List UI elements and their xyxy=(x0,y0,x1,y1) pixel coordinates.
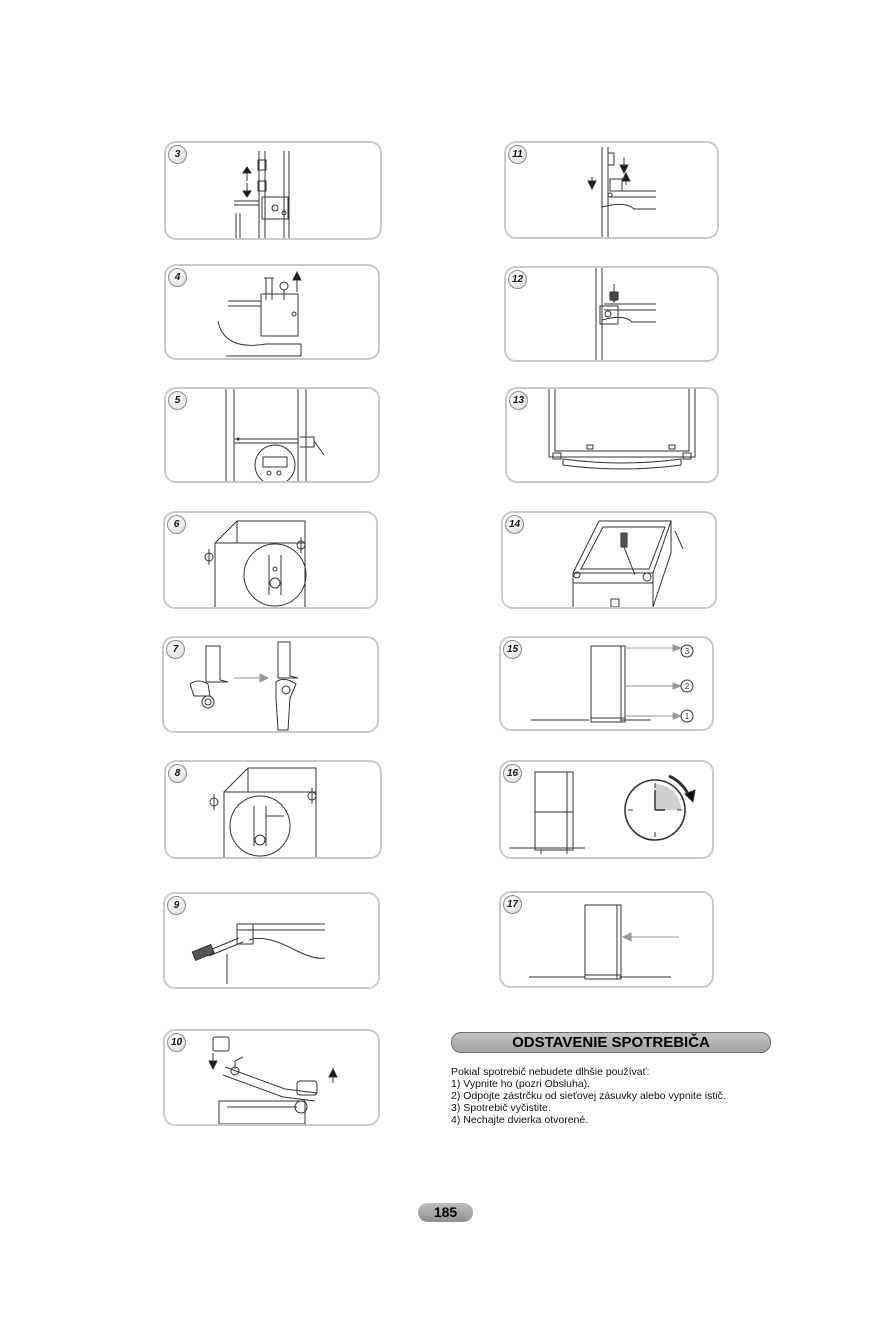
step-number-badge: 5 xyxy=(168,391,187,410)
step-15-panel xyxy=(499,636,714,731)
hinge-screw-illustration xyxy=(166,266,378,358)
step-number-badge: 12 xyxy=(508,270,527,289)
instruction-item: 4) Nechajte dvierka otvorené. xyxy=(451,1114,589,1126)
step-number-badge: 6 xyxy=(167,515,186,534)
step-number-badge: 9 xyxy=(167,896,186,915)
door-top-screwdriver-illustration xyxy=(503,513,715,607)
step-8-panel xyxy=(164,760,382,859)
door-frame-illustration xyxy=(507,389,717,481)
cabinet-hinge-cover-illustration xyxy=(166,389,378,481)
step-number-badge: 14 xyxy=(505,515,524,534)
step-7-panel xyxy=(162,636,379,733)
step-number-badge: 4 xyxy=(168,268,187,287)
hinge-transfer-illustration xyxy=(506,143,717,237)
step-number-badge: 11 xyxy=(508,145,527,164)
step-12-panel xyxy=(504,266,719,362)
screwdriver-hinge-illustration xyxy=(165,894,378,987)
step-16-panel xyxy=(499,760,714,859)
step-5-panel xyxy=(164,387,380,483)
step-11-panel xyxy=(504,141,719,239)
step-number-badge: 3 xyxy=(168,145,187,164)
step-14-panel xyxy=(501,511,717,609)
door-alignment-illustration xyxy=(501,638,712,729)
instructions-intro: Pokiaľ spotrebič nebudete dlhšie používať: xyxy=(451,1066,650,1078)
step-4-panel xyxy=(164,264,380,360)
step-number-badge: 16 xyxy=(503,764,522,783)
step-number-badge: 7 xyxy=(166,640,185,659)
page-number: 185 xyxy=(418,1203,473,1222)
step-6-panel xyxy=(163,511,378,609)
step-13-panel xyxy=(505,387,719,483)
instruction-item: 3) Spotrebič vyčistite. xyxy=(451,1102,551,1114)
step-number-badge: 15 xyxy=(503,640,522,659)
step-17-panel xyxy=(499,891,714,988)
hinge-mounted-illustration xyxy=(506,268,717,360)
step-9-panel xyxy=(163,892,380,989)
hinge-pin-wrench-illustration xyxy=(164,638,377,731)
instruction-item: 2) Odpojte zástrčku od sieťovej zásuvky alebo vypnite istič. xyxy=(451,1090,726,1102)
step-number-badge: 17 xyxy=(503,895,522,914)
door-closing-illustration xyxy=(501,893,712,986)
step-number-badge: 13 xyxy=(509,391,528,410)
marker-3: 3 xyxy=(684,647,690,656)
wait-clock-illustration xyxy=(501,762,712,857)
section-title-bar: ODSTAVENIE SPOTREBIČA xyxy=(451,1032,771,1053)
step-3-panel xyxy=(164,141,382,240)
upper-hinge-illustration xyxy=(165,513,376,607)
step-number-badge: 8 xyxy=(168,764,187,783)
step-10-panel xyxy=(163,1029,380,1126)
hinge-reinstall-illustration xyxy=(166,762,380,857)
marker-1: 1 xyxy=(684,712,690,721)
door-bottom-cover-illustration xyxy=(165,1031,378,1124)
marker-2: 2 xyxy=(684,682,690,691)
storage-instructions xyxy=(451,1066,781,1126)
hinge-removal-illustration xyxy=(166,143,380,238)
instruction-item: 1) Vypnite ho (pozri Obsluha). xyxy=(451,1078,591,1090)
step-number-badge: 10 xyxy=(167,1033,186,1052)
